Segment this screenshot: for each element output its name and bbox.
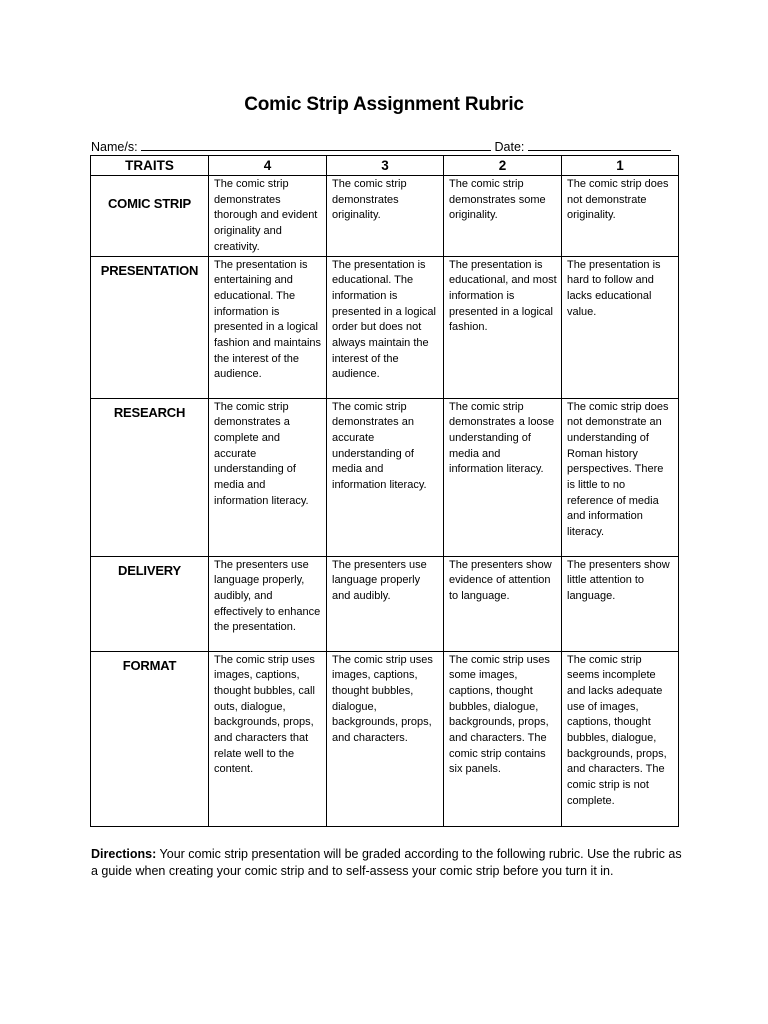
name-blank — [141, 138, 491, 151]
row-research — [91, 398, 679, 556]
row-format — [91, 651, 679, 826]
rubric-cell: The presenters show little attention to language. — [562, 556, 679, 651]
rubric-cell: The comic strip uses some images, captions, thought bubbles, dialogue, backgrounds, props, and characters. The comic strip contains six panels. — [444, 651, 562, 826]
rubric-cell: The presenters use language properly and audibly. — [327, 556, 444, 651]
rubric-cell: The presentation is entertaining and educational. The information is presented in a logical fashion and maintains the interest of the audience. — [209, 256, 327, 398]
date-blank — [528, 138, 671, 151]
header-score-2: 2 — [444, 156, 562, 176]
header-score-1: 1 — [562, 156, 679, 176]
rubric-cell: The comic strip demonstrates a complete and accurate understanding of media and information literacy. — [209, 398, 327, 556]
trait-label: DELIVERY — [91, 556, 209, 651]
row-comic-strip — [91, 176, 679, 257]
trait-label: RESEARCH — [91, 398, 209, 556]
rubric-cell: The comic strip demonstrates originality. — [327, 176, 444, 257]
row-presentation — [91, 256, 679, 398]
rubric-table — [90, 155, 679, 827]
header-score-3: 3 — [327, 156, 444, 176]
row-delivery — [91, 556, 679, 651]
rubric-cell: The presentation is educational. The information is presented in a logical order but does not always maintain the interest of the audience. — [327, 256, 444, 398]
rubric-cell: The comic strip demonstrates a loose understanding of media and information literacy. — [444, 398, 562, 556]
trait-label: FORMAT — [91, 651, 209, 826]
trait-label: COMIC STRIP — [91, 176, 209, 257]
page-title: Comic Strip Assignment Rubric — [244, 94, 524, 115]
directions-label: Directions: — [91, 847, 157, 861]
header-score-4: 4 — [209, 156, 327, 176]
rubric-cell: The comic strip does not demonstrate originality. — [562, 176, 679, 257]
header-traits: TRAITS — [91, 156, 209, 176]
directions-text: Your comic strip presentation will be graded according to the following rubric. Use the rubric as a guide when creating your comic strip and to self-assess your comic strip before you turn it in. — [91, 847, 682, 878]
name-date-line — [91, 138, 691, 154]
rubric-cell: The presentation is hard to follow and lacks educational value. — [562, 256, 679, 398]
date-label: Date: — [494, 140, 525, 154]
rubric-cell: The comic strip demonstrates an accurate understanding of media and information literacy. — [327, 398, 444, 556]
name-label: Name/s: — [91, 140, 138, 154]
header-row — [91, 156, 679, 176]
trait-label: PRESENTATION — [91, 256, 209, 398]
rubric-cell: The comic strip does not demonstrate an understanding of Roman history perspectives. There is little to no reference of media and information literacy. — [562, 398, 679, 556]
rubric-cell: The comic strip demonstrates thorough and evident originality and creativity. — [209, 176, 327, 257]
rubric-cell: The presenters use language properly, audibly, and effectively to enhance the presentation. — [209, 556, 327, 651]
rubric-cell: The comic strip uses images, captions, thought bubbles, dialogue, backgrounds, props, and characters. — [327, 651, 444, 826]
rubric-cell: The comic strip demonstrates some originality. — [444, 176, 562, 257]
rubric-cell: The presenters show evidence of attention to language. — [444, 556, 562, 651]
directions-paragraph — [91, 846, 691, 880]
rubric-cell: The presentation is educational, and most information is presented in a logical fashion. — [444, 256, 562, 398]
rubric-cell: The comic strip seems incomplete and lacks adequate use of images, captions, thought bubbles, dialogue, backgrounds, props, and characters. The comic strip is not complete. — [562, 651, 679, 826]
rubric-cell: The comic strip uses images, captions, thought bubbles, call outs, dialogue, backgrounds, props, and characters that relate well to the content. — [209, 651, 327, 826]
